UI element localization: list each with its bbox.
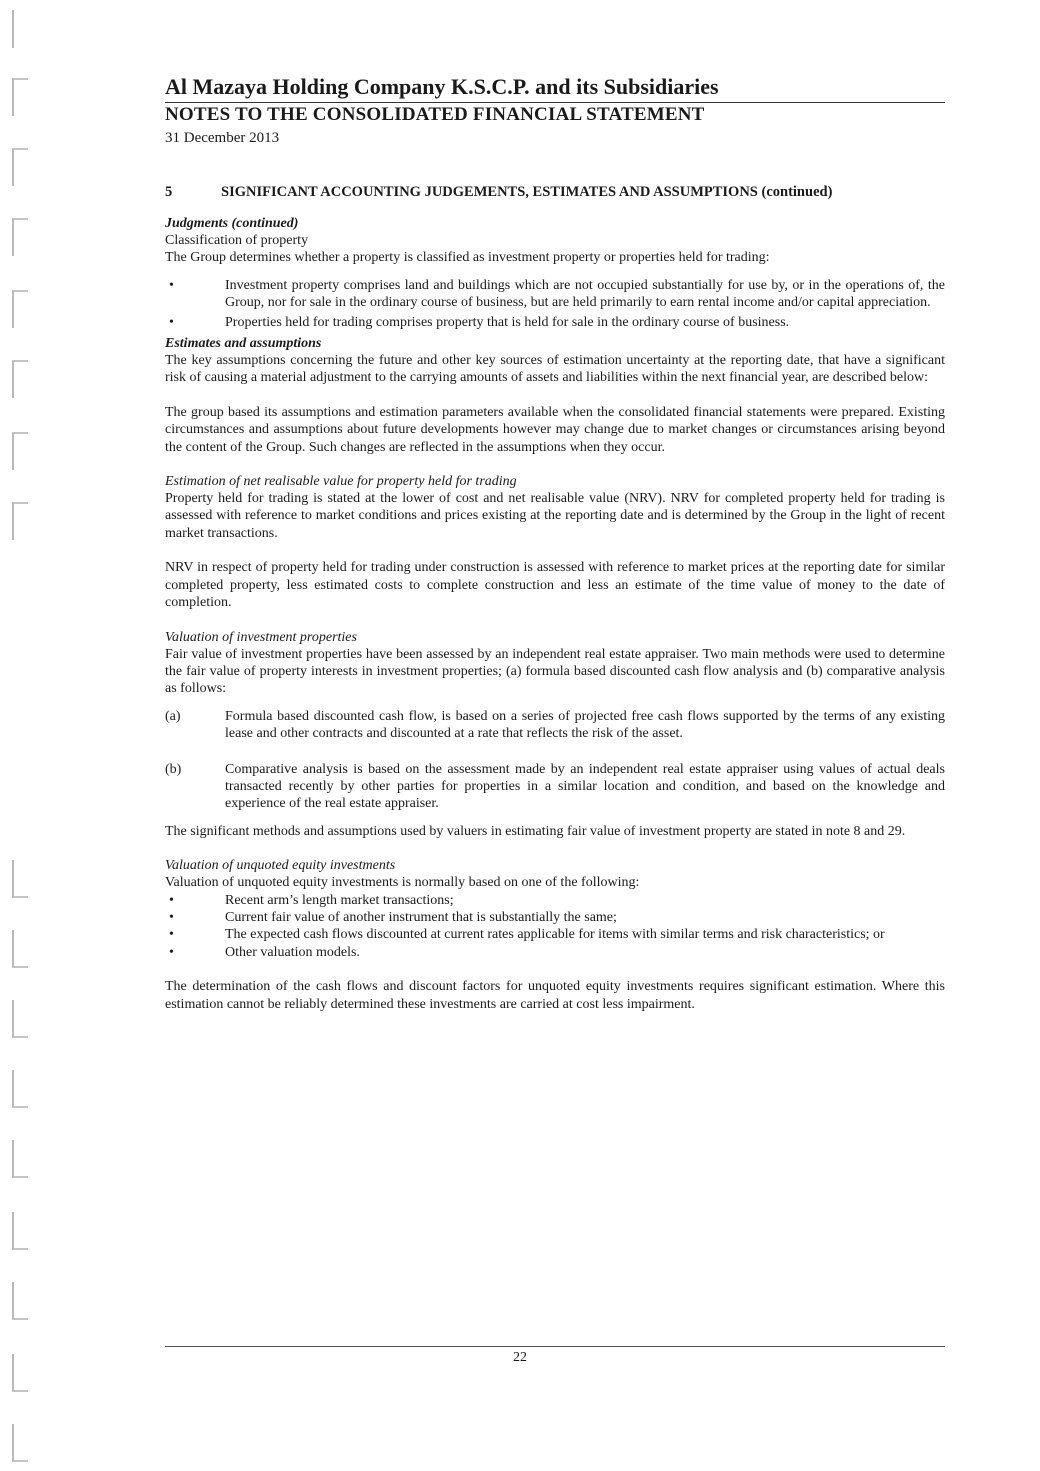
statement-date: 31 December 2013 [165,130,280,146]
list-item: • Investment property comprises land and buildings which are not occupied substantially for use by, or in the operations of, the Group, nor for sale in the ordinary course of business, but are held primarily to earn rental income and/or capital appreciation. [169,277,945,311]
list-item: • Other valuation models. [169,944,360,960]
scan-edge-mark [12,10,28,48]
notes-title: NOTES TO THE CONSOLIDATED FINANCIAL STATEMENT [165,104,705,125]
judgments-intro: The Group determines whether a property is classified as investment property or properties held for trading: [165,250,770,266]
scan-edge-mark [12,1212,28,1250]
section-title: SIGNIFICANT ACCOUNTING JUDGEMENTS, ESTIMATES AND ASSUMPTIONS (continued) [221,184,833,200]
equity-valuation-closing: The determination of the cash flows and discount factors for unquoted equity investments requires significant estimation. Where this estimation cannot be reliably determined these investments are carried at cost less impairment. [165,979,945,1012]
item-text: Comparative analysis is based on the assessment made by an independent real estate appraiser using values of actual deals transacted recently by other parties for properties in a similar location and condition, and based on the knowledge and experience of the real estate appraiser. [225,761,945,812]
scan-edge-mark [12,1000,28,1038]
bullet-icon: • [169,892,174,908]
bullet-icon: • [169,944,174,960]
equity-valuation-intro: Valuation of unquoted equity investments is normally based on one of the following: [165,875,640,891]
item-text: Formula based discounted cash flow, is based on a series of projected free cash flows supported by the terms of any existing lease and other contracts and discounted at a rate that reflects the risk of the asset. [225,708,945,742]
item-label: (b) [165,761,182,777]
judgments-heading: Judgments (continued) [165,216,299,231]
equity-valuation-bullet-list [165,892,945,962]
estimates-paragraph-2: The group based its assumptions and estimation parameters available when the consolidated financial statements were prepared. Existing circumstances and assumptions about future developments however may change due to market changes or circumstances arising beyond the content of the Group. Such changes are reflected in the assumptions when they occur. [165,404,945,455]
scan-edge-mark [12,1070,28,1108]
list-item [165,708,945,743]
scan-edge-mark [12,360,28,398]
list-item [165,761,945,813]
header-rule [165,102,945,103]
nrv-paragraph-2: NRV in respect of property held for trading under construction is assessed with reference to market prices at the reporting date for similar completed property, less estimated costs to complete construction and less an estimate of the time value of money to the date of completion. [165,560,945,611]
scan-edge-mark [12,502,28,540]
investment-valuation-closing: The significant methods and assumptions used by valuers in estimating fair value of investment property are stated in note 8 and 29. [165,823,906,839]
investment-valuation-heading: Valuation of investment properties [165,629,357,645]
company-name: Al Mazaya Holding Company K.S.C.P. and its Subsidiaries [165,74,719,99]
equity-valuation-heading: Valuation of unquoted equity investments [165,858,396,874]
list-item: • Properties held for trading comprises property that is held for sale in the ordinary course of business. [169,314,790,330]
scan-edge-mark [12,930,28,968]
bullet-icon: • [169,314,174,330]
list-item: • Recent arm’s length market transactions; [169,892,454,908]
document-page [165,74,945,1013]
estimates-heading: Estimates and assumptions [165,336,322,352]
scan-edge-mark [12,432,28,470]
estimates-paragraph-1: The key assumptions concerning the future and other key sources of estimation uncertainty at the reporting date, that have a significant risk of causing a material adjustment to the carrying amounts of assets and liabilities within the next financial year, are described below: [165,353,945,386]
scan-edge-mark [12,218,28,256]
scan-edge-mark [12,860,28,898]
section-heading [165,183,945,201]
footer-rule [165,1346,945,1347]
bullet-icon: • [169,277,174,293]
scan-edge-mark [12,148,28,186]
nrv-paragraph-1: Property held for trading is stated at the lower of cost and net realisable value (NRV). NRV for completed property held for trading is assessed with reference to market conditions and prices existing at the reporting date and is determined by the Group in the light of recent market transactions. [165,491,945,541]
list-item: • The expected cash flows discounted at current rates applicable for items with similar terms and risk characteristics; or [169,927,885,943]
section-number: 5 [165,184,173,200]
scan-edge-mark [12,1282,28,1320]
scan-edge-mark [12,1424,28,1462]
investment-valuation-intro: Fair value of investment properties have been assessed by an independent real estate appraiser. Two main methods were used to determine the fair value of property interests in investment properties; (a) formula based discounted cash flow analysis and (b) comparative analysis as follows: [165,646,945,697]
scan-edge-mark [12,78,28,116]
bullet-icon: • [169,927,174,943]
judgments-subheading: Classification of property [165,233,309,248]
page-number: 22 [513,1350,527,1365]
nrv-heading: Estimation of net realisable value for property held for trading [165,474,517,490]
item-label: (a) [165,708,181,724]
scan-edge-mark [12,290,28,328]
bullet-icon: • [169,909,174,925]
scan-edge-mark [12,1140,28,1178]
list-item: • Current fair value of another instrument that is substantially the same; [169,909,617,925]
judgments-bullet-list [165,277,945,331]
